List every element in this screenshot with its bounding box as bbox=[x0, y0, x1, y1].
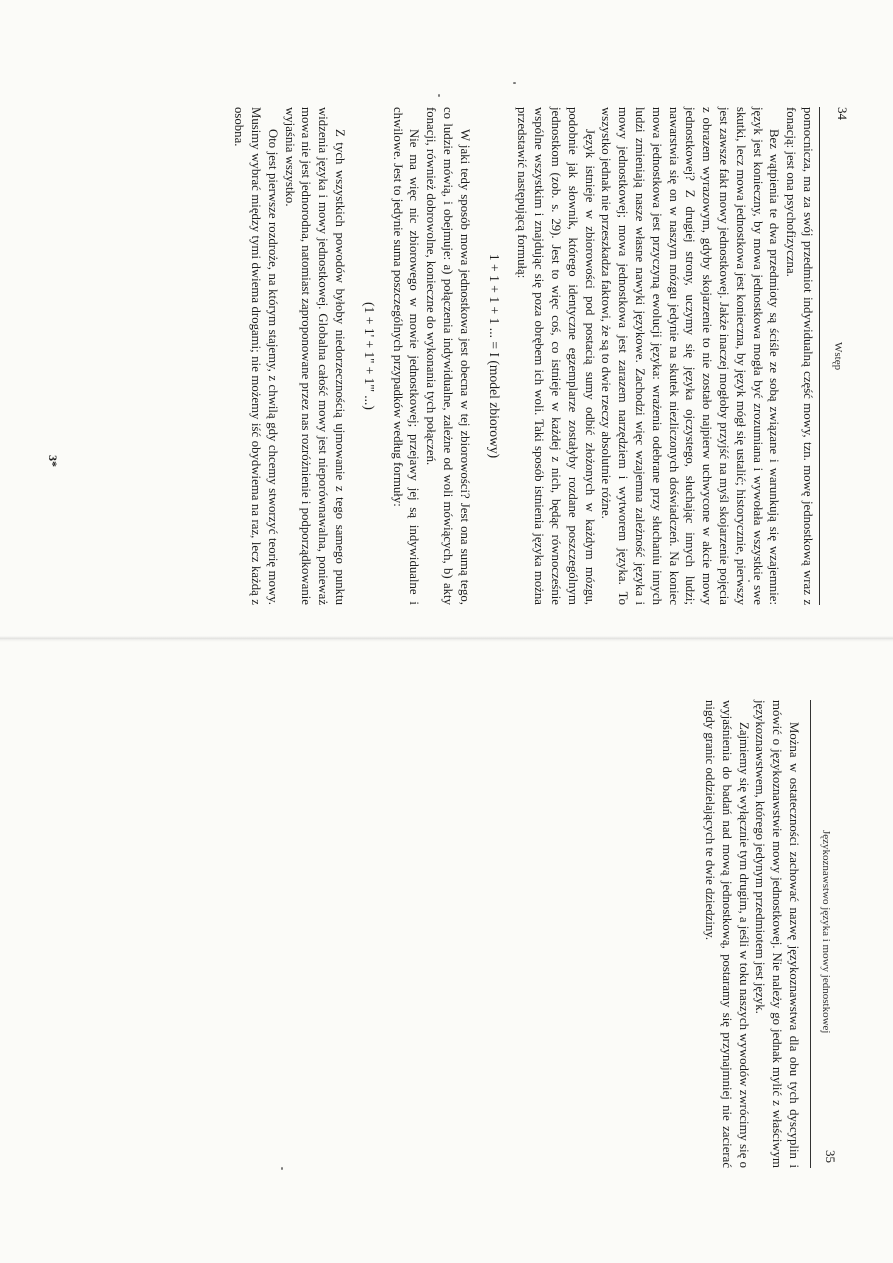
left-paragraph-1: pomocnicza, ma za swój przedmiot indywidualną część mowy, tzn. mowę jednostkową wraz z fonacją: jest ona psychofizyczna. bbox=[784, 107, 815, 605]
formula-collective-model: 1 + 1 + 1 + 1 ... = I (model zbiorowy) bbox=[486, 253, 502, 459]
right-paragraph-2: Zajmiemy się wyłącznie tym drugim, a jeśli w toku naszych wywodów zwrócimy się o wyjaśnienia do badań nad mową jednostkową, postaramy się przynajmniej nie zacierać nigdy granic oddzielających te dwie dziedziny. bbox=[703, 700, 751, 1168]
left-paragraph-7: Oto jest pierwsze rozdroże, na którym stajemy, z chwilą gdy chcemy stworzyć teorię mowy. Musimy wybrać między tymi dwiema drogami; nie możemy iść obydwiema na raz, lecz każdą z osobna. bbox=[232, 107, 280, 605]
left-paragraph-2: Bez wątpienia te dwa przedmioty są ściśle ze sobą związane i warunkują się wzajemnie: język jest konieczny, by mowa jednostkowa mogła być zrozumiana i wywołała wszystkie swe skutki, lecz mowa jednostkowa jest konieczna, by język mógł się ustalić; historycznie, pierwszy jest zawsze fakt mowy jednostkowej. Jakże inaczej mogłoby przyjść na myśl skojarzenie pojęcia z obrazem wyrazowym, gdyby skojarzenie to nie zostało najpierw uchwycone w akcie mowy jednostkowej? Z drugiej strony, uczymy się języka ojczystego, słuchając innych ludzi; nawarstwia się on w naszym mózgu jedynie na skutek niezliczonych doświadczeń. Na koniec mowa jednostkowa jest przyczyną ewolucji języka: wrażenia odebrane przy słuchaniu innych ludzi zmieniają nasze własne nawyki językowe. Zachodzi więc wzajemna zależność języka i mowy jednostkowej; mowa jednostkowa jest zarazem narzędziem i wytworem języka. To wszystko jednak nie przeszkadza faktowi, że są to dwie rzeczy absolutnie różne. bbox=[599, 107, 782, 605]
scan-speck bbox=[438, 94, 440, 97]
left-paragraph-6: Z tych wszystkich powodów byłoby niedorzecznością ujmowanie z tego samego punktu widzenia języka i mowy jednostkowej. Globalna całość mowy jest nieporównawalna, ponieważ mowa nie jest jednorodna, natomiast zaproponowane przez nas rozróżnienie i podporządkowanie wyjaśnia wszystko. bbox=[282, 107, 348, 605]
left-header-rule bbox=[819, 107, 820, 605]
right-header-rule bbox=[810, 700, 811, 1168]
page-fold bbox=[0, 636, 893, 642]
right-running-head: Językoznawstwo języka i mowy jednostkowej bbox=[820, 830, 832, 1034]
left-paragraph-3: Język istnieje w zbiorowości pod postacią sumy odbić złożonych w każdym mózgu, podobnie jak słownik, którego identyczne egzemplarze zostałyby rozdane poszczególnym jednostkom (zob. s. 29). Jest to więc coś, co istnieje w każdej z nich, będąc równocześnie wspólne wszystkim i znajdując się poza obrębem ich woli. Taki sposób istnienia języka można przedstawić następującą formułą: bbox=[515, 107, 597, 605]
left-running-head: Wstęp bbox=[832, 342, 844, 371]
scan-speck bbox=[513, 82, 516, 84]
right-page-body bbox=[701, 700, 802, 1168]
scan-speck bbox=[281, 1167, 283, 1170]
scan-speck bbox=[748, 580, 750, 582]
signature-mark: 3* bbox=[46, 455, 60, 467]
right-page-number: 35 bbox=[823, 1150, 838, 1163]
left-paragraph-5: Nie ma więc nic zbiorowego w mowie jednostkowej; przejawy jej są indywidualne i chwilowe. Jest to jedynie suma poszczególnych przypadków według formuły: bbox=[390, 107, 422, 605]
formula-individual-sum: (1 + 1' + 1'' + 1''' ...) bbox=[361, 302, 377, 410]
left-page-number: 34 bbox=[835, 107, 850, 120]
left-page-body bbox=[231, 107, 817, 605]
left-paragraph-4: W jaki tedy sposób mowa jednostkowa jest obecna w tej zbiorowości? Jest ona sumą tego, co ludzie mówią, i obejmuje: a) połączenia indywidualne, zależne od woli mówiących, b) akty fonacji, również dobrowolne, konieczne do wykonania tych połączeń. bbox=[424, 107, 472, 605]
right-paragraph-1: Można w ostateczności zachować nazwę językoznawstwa dla obu tych dyscyplin i mówić o językoznawstwie mowy jednostkowej. Nie należy go jednak mylić z właściwym językoznawstwem, którego jedynym przedmiotem jest język. bbox=[753, 700, 801, 1168]
